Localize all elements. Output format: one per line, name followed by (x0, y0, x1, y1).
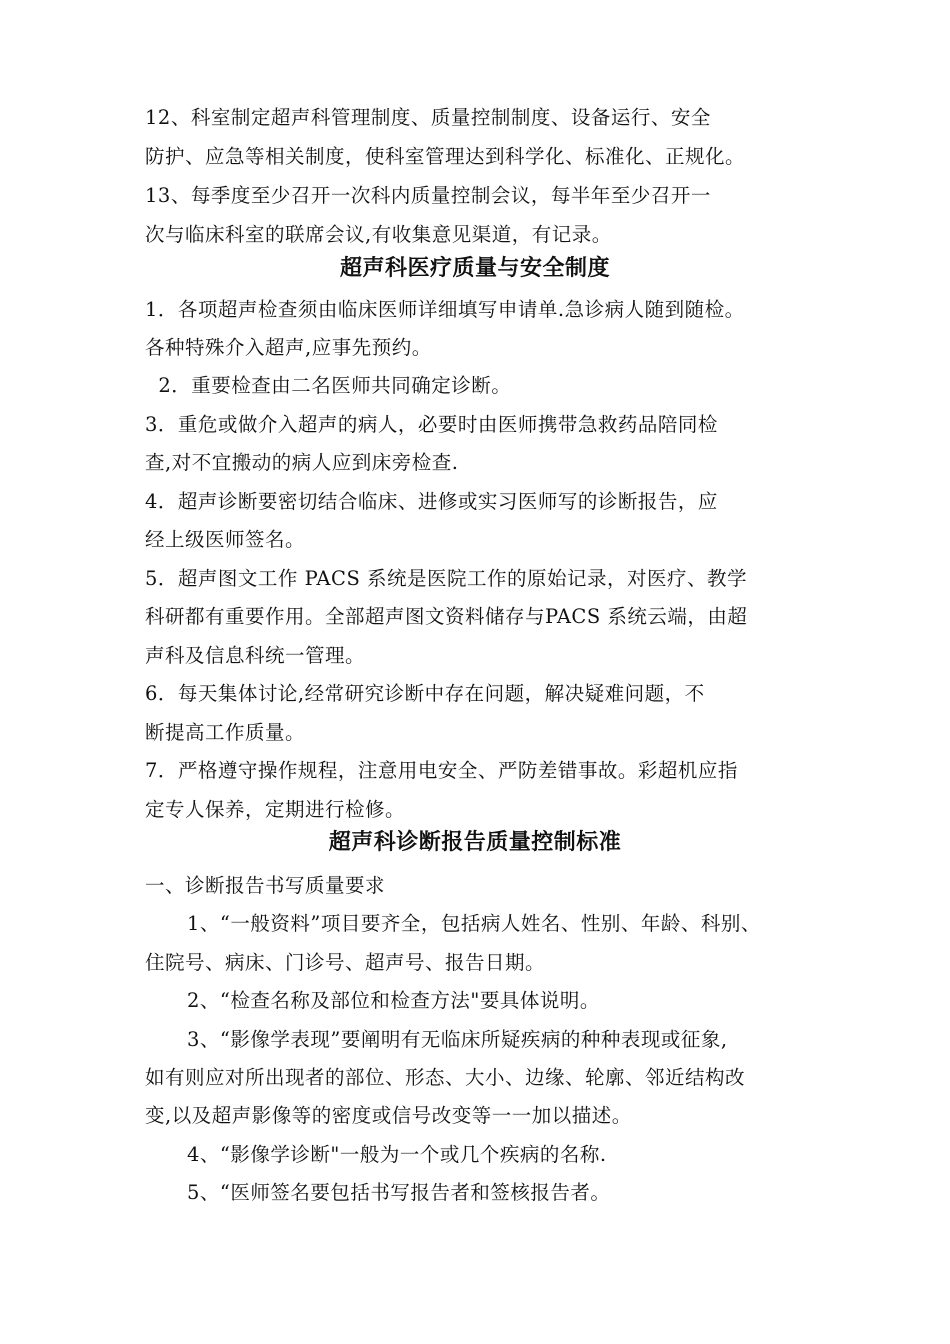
paragraph-line: 3、“影像学表现”要阐明有无临床所疑疾病的种种表现或征象, (187, 1028, 728, 1051)
paragraph-line: 6．每天集体讨论,经常研究诊断中存在问题，解决疑难问题，不 (145, 682, 705, 705)
paragraph-line: 变,以及超声影像等的密度或信号改变等一一加以描述。 (145, 1104, 632, 1127)
paragraph-line: 1、“一般资料”项目要齐全，包括病人姓名、性别、年龄、科别、 (187, 912, 761, 935)
paragraph-line: 一、诊断报告书写质量要求 (145, 874, 386, 897)
paragraph-line: 3．重危或做介入超声的病人，必要时由医师携带急救药品陪同检 (145, 413, 718, 436)
paragraph-line: 查,对不宜搬动的病人应到床旁检查. (145, 451, 459, 474)
paragraph-line: 5．超声图文工作 PACS 系统是医院工作的原始记录，对医疗、教学 (145, 567, 747, 590)
paragraph-line: 住院号、病床、门诊号、超声号、报告日期。 (145, 951, 546, 974)
intro-line: 13、每季度至少召开一次科内质量控制会议，每半年至少召开一 (145, 184, 711, 207)
section-title: 超声科诊断报告质量控制标准 (328, 830, 622, 855)
paragraph-line: 1．各项超声检查须由临床医师详细填写申请单.急诊病人随到随检。 (145, 298, 745, 321)
paragraph-line: 经上级医师签名。 (145, 528, 306, 551)
paragraph-line: 各种特殊介入超声,应事先预约。 (145, 336, 432, 359)
paragraph-line: 如有则应对所出现者的部位、形态、大小、边缘、轮廓、邻近结构改 (145, 1066, 746, 1089)
intro-line: 次与临床科室的联席会议,有收集意见渠道，有记录。 (145, 223, 612, 246)
section-title: 超声科医疗质量与安全制度 (339, 256, 610, 281)
paragraph-line: 断提高工作质量。 (145, 721, 306, 744)
paragraph-line: 4．超声诊断要密切结合临床、进修或实习医师写的诊断报告，应 (145, 490, 718, 513)
paragraph-line: 2．重要检查由二名医师共同确定诊断。 (145, 374, 512, 397)
intro-line: 防护、应急等相关制度，使科室管理达到科学化、标准化、正规化。 (145, 145, 746, 168)
paragraph-line: 2、“检查名称及部位和检查方法"要具体说明。 (187, 989, 600, 1012)
paragraph-line: 科研都有重要作用。全部超声图文资料储存与PACS 系统云端，由超 (145, 605, 748, 628)
paragraph-line: 7．严格遵守操作规程，注意用电安全、严防差错事故。彩超机应指 (145, 759, 738, 782)
paragraph-line: 4、“影像学诊断"一般为一个或几个疾病的名称. (187, 1143, 607, 1166)
paragraph-line: 定专人保养，定期进行检修。 (145, 798, 406, 821)
paragraph-line: 5、“医师签名要包括书写报告者和签核报告者。 (187, 1181, 611, 1204)
paragraph-line: 声科及信息科统一管理。 (145, 644, 366, 667)
intro-line: 12、科室制定超声科管理制度、质量控制制度、设备运行、安全 (145, 106, 711, 129)
